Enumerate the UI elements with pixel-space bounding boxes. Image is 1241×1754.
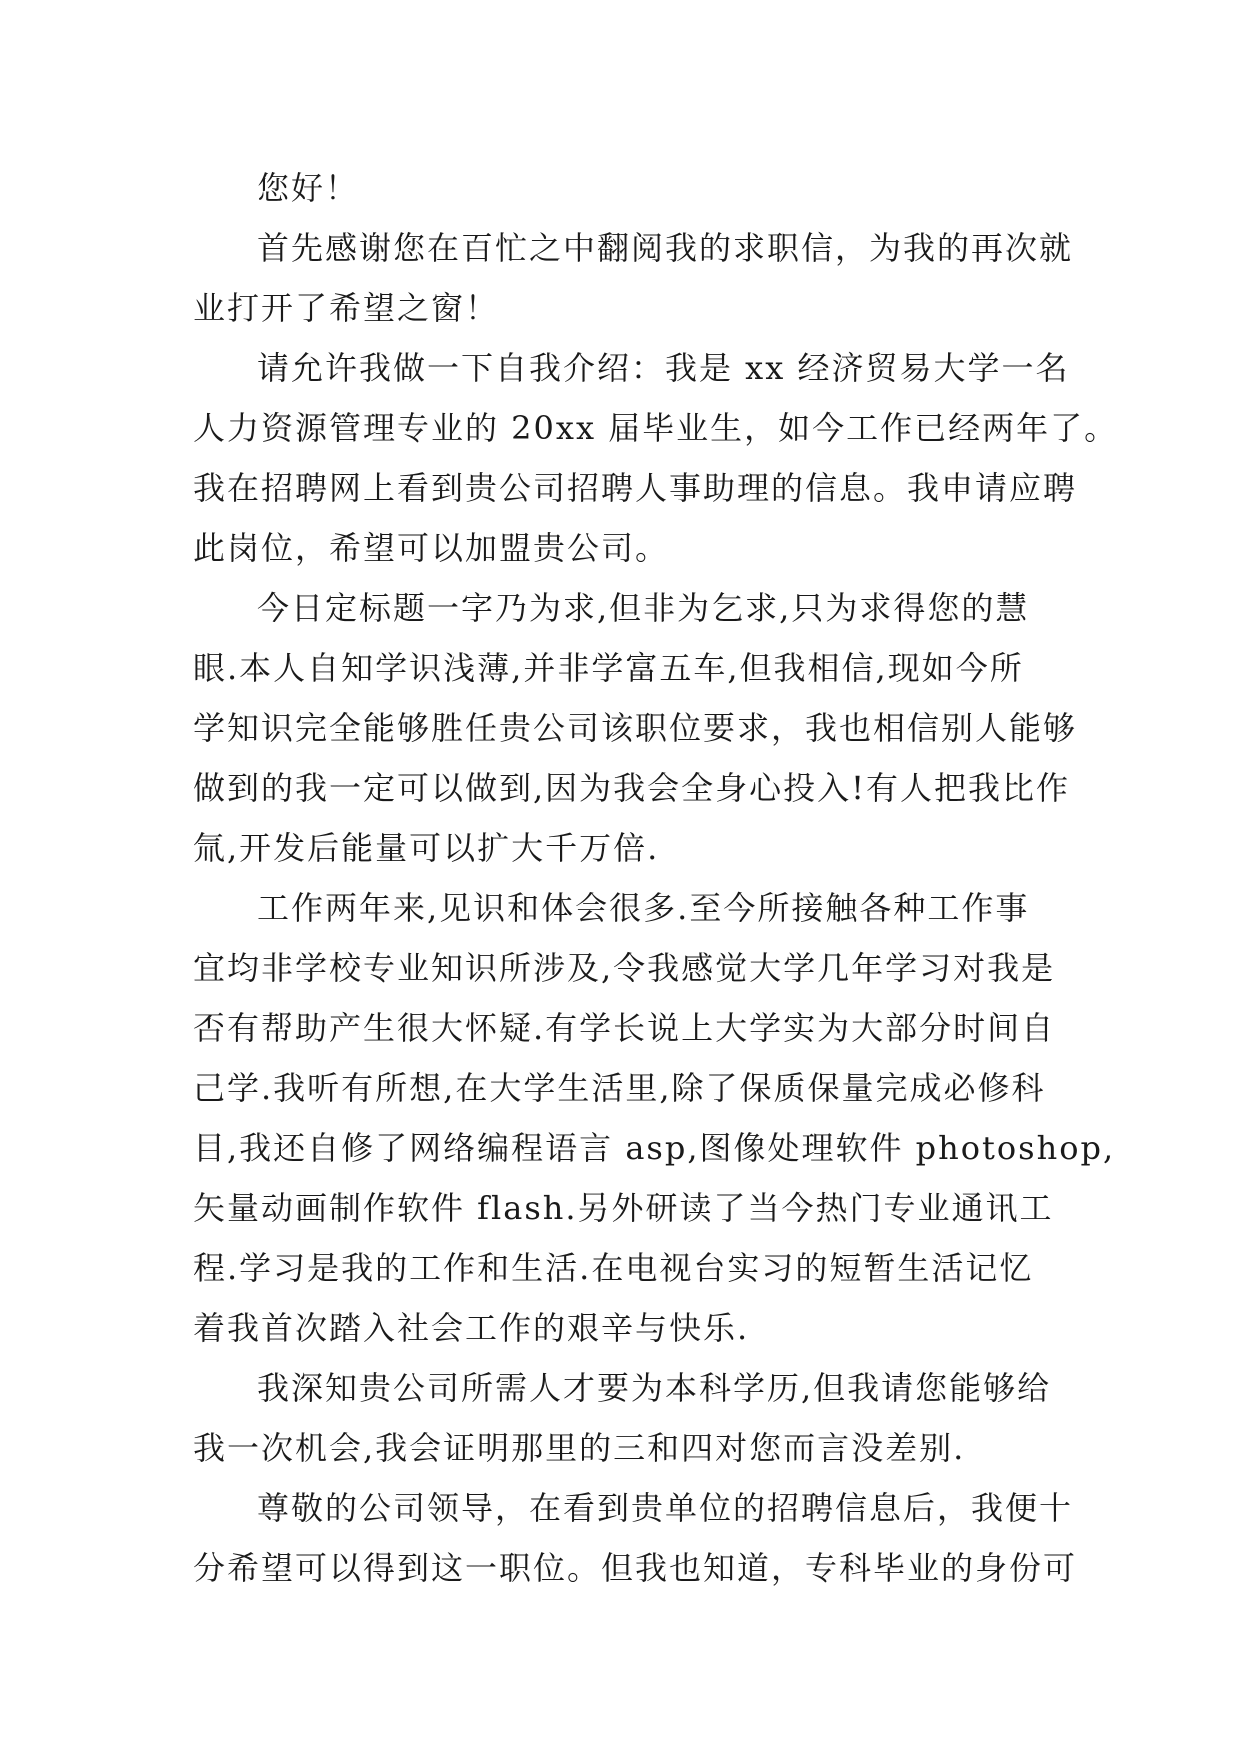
text-line: 请允许我做一下自我介绍：我是 xx 经济贸易大学一名 <box>257 349 1070 387</box>
text-line: 我深知贵公司所需人才要为本科学历,但我请您能够给 <box>257 1369 1052 1407</box>
text-line: 做到的我一定可以做到,因为我会全身心投入!有人把我比作 <box>193 769 1071 807</box>
text-line: 眼.本人自知学识浅薄,并非学富五车,但我相信,现如今所 <box>193 649 1024 687</box>
text-line: 我一次机会,我会证明那里的三和四对您而言没差别. <box>193 1429 966 1467</box>
text-line: 工作两年来,见识和体会很多.至今所接触各种工作事 <box>257 889 1030 927</box>
text-line: 业打开了希望之窗！ <box>193 289 500 327</box>
text-line: 学知识完全能够胜任贵公司该职位要求，我也相信别人能够 <box>193 709 1078 747</box>
text-line: 矢量动画制作软件 flash.另外研读了当今热门专业通讯工 <box>193 1189 1054 1227</box>
letter-body <box>193 158 1119 1598</box>
text-line: 今日定标题一字乃为求,但非为乞求,只为求得您的慧 <box>257 589 1030 627</box>
text-line: 人力资源管理专业的 20xx 届毕业生，如今工作已经两年了。 <box>193 409 1119 447</box>
text-line: 首先感谢您在百忙之中翻阅我的求职信，为我的再次就 <box>257 229 1074 267</box>
text-line: 我在招聘网上看到贵公司招聘人事助理的信息。我申请应聘 <box>193 469 1078 507</box>
text-line: 此岗位，希望可以加盟贵公司。 <box>193 529 670 567</box>
text-line: 目,我还自修了网络编程语言 asp,图像处理软件 photoshop, <box>193 1129 1116 1167</box>
greeting-line: 您好！ <box>257 169 360 207</box>
text-line: 氚,开发后能量可以扩大千万倍. <box>193 829 660 867</box>
text-line: 着我首次踏入社会工作的艰辛与快乐. <box>193 1309 750 1347</box>
text-line: 分希望可以得到这一职位。但我也知道，专科毕业的身份可 <box>193 1549 1078 1587</box>
text-line: 宜均非学校专业知识所涉及,令我感觉大学几年学习对我是 <box>193 949 1056 987</box>
text-line: 尊敬的公司领导，在看到贵单位的招聘信息后，我便十 <box>257 1489 1074 1527</box>
text-line: 程.学习是我的工作和生活.在电视台实习的短暂生活记忆 <box>193 1249 1034 1287</box>
text-line: 否有帮助产生很大怀疑.有学长说上大学实为大部分时间自 <box>193 1009 1056 1047</box>
text-line: 己学.我听有所想,在大学生活里,除了保质保量完成必修科 <box>193 1069 1046 1107</box>
